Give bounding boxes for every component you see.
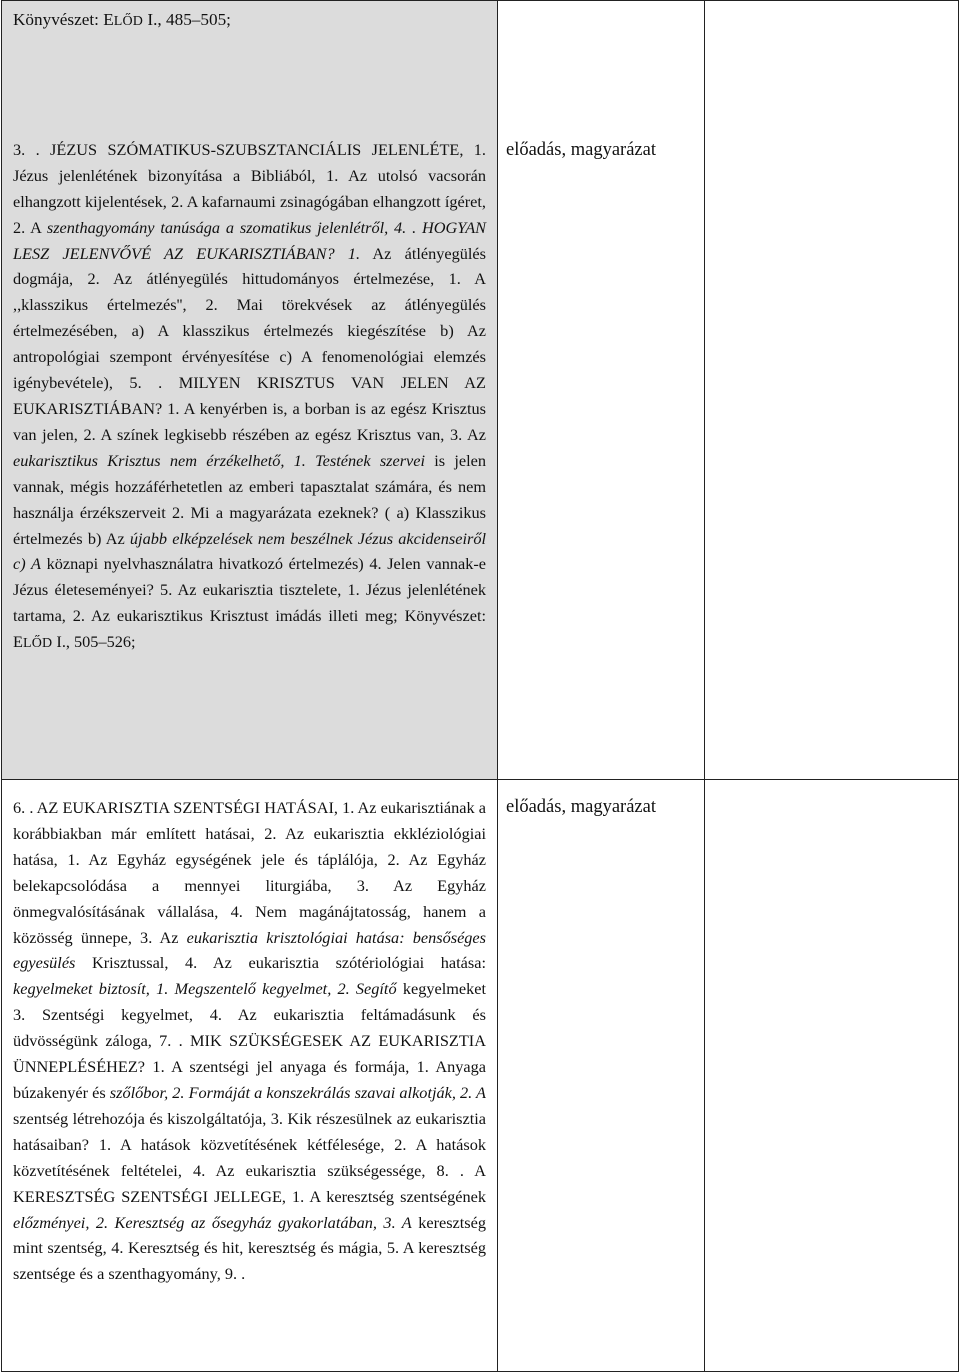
topic-text: 6. . AZ EUKARISZTIA SZENTSÉGI HATÁSAI, 1. Az eukarisztiának a korábbiakban már említett hatásai, 2. Az eukarisztia ekkléziológiai hatása, 1. Az Egyház egységének jele és táplálója, 2. Az Egyház belekapcsolódása a mennyei liturgiába, 3. Az Egyház önmegvalósításának vállalása, 4. Nem magánájtatosság, hanem a közösség ünnepe, 3. Az eukarisztia krisztológiai hatása: bensőséges egyesülés Krisztussal, 4. Az eukarisztia szótériológiai hatása: kegyelmeket biztosít, 1. Megszentelő kegyelmet, 2. Segítő kegyelmeket 3. Szentségi kegyelmet, 4. Az eukarisztia feltámadásunk és üdvösségünk záloga, 7. . MIK SZÜKSÉGESEK AZ EUKARISZTIA ÜNNEPLÉSÉHEZ? 1. A szentségi jel anyaga és formája, 1. Anyaga búzakenyér és szőlőbor, 2. Formáját a konszekrálás szavai alkotják, 2. A szentség létrehozója és kiszolgáltatója, 3. Kik részesülnek az eukarisztia hatásaiban? 1. A hatások közvetítésének kétfélesége, 2. A hatások közvetítésének feltételei, 4. Az eukarisztia szükségessége, 8. . A KERESZTSÉG SZENTSÉGI JELLEGE, 1. A keresztség szentségének előzményei, 2. Keresztség az ősegyház gyakorlatában, 3. A keresztség mint szentség, 4. Keresztség és hit, keresztség és mágia, 5. A keresztség szentsége és a szenthagyomány, 9. .	[13, 798, 487, 1284]
syllabus-table	[1, 0, 959, 1372]
bibliography-line: Könyvészet: ELŐD I., 485–505;	[13, 10, 231, 29]
method-text: előadás, magyarázat	[506, 797, 656, 817]
empty-cell	[705, 780, 959, 1372]
method-text: előadás, magyarázat	[506, 140, 656, 160]
topic-text: 3. . JÉZUS SZÓMATIKUS-SZUBSZTANCIÁLIS JELENLÉTE, 1. Jézus jelenlétének bizonyítása a Bibliából, 1. Az utolsó vacsorán elhangzott kijelentések, 2. A kafarnaumi zsinagógában elhangzott ígéret, 2. A szenthagyomány tanúsága a szomatikus jelenlétről, 4. . HOGYAN LESZ JELENVŐVÉ AZ EUKARISZTIÁBAN? 1. Az átlényegülés dogmája, 2. Az átlényegülés hittudományos értelmezése, 1. A ,,klasszikus értelmezés'', 2. Mai törekvések az átlényegülés értelmezésében, a) A klasszikus értelmezés kiegészítése b) Az antropológiai szempont érvényesítése c) A fenomenológiai elemzés igénybevétele), 5. . MILYEN KRISZTUS VAN JELEN AZ EUKARISZTIÁBAN? 1. A kenyérben is, a borban is az egész Krisztus van jelen, 2. A színek legkisebb részében az egész Krisztus van, 3. Az eukarisztikus Krisztus nem érzékelhető, 1. Testének szervei is jelen vannak, mégis hozzáférhetetlen az emberi tapasztalat számára, és nem használja érzékszerveit 2. Mi a magyarázata ezeknek? ( a) Klasszikus értelmezés b) Az újabb elképzelések nem beszélnek Jézus akcidenseiről c) A köznapi nyelvhasználatra hivatkozó értelmezés) 4. Jelen vannak-e Jézus életeseményei? 5. Az eukarisztia tisztelete, 1. Jézus jelenlétének tartama, 2. Az eukarisztikus Krisztust imádás illeti meg; Könyvészet: ELŐD I., 505–526;	[13, 139, 486, 652]
empty-cell	[705, 1, 959, 780]
table-row	[2, 780, 959, 1372]
content-cell	[2, 780, 498, 1372]
method-cell	[498, 780, 705, 1372]
method-cell	[498, 1, 705, 780]
content-cell	[2, 1, 498, 780]
table-row	[2, 1, 959, 780]
